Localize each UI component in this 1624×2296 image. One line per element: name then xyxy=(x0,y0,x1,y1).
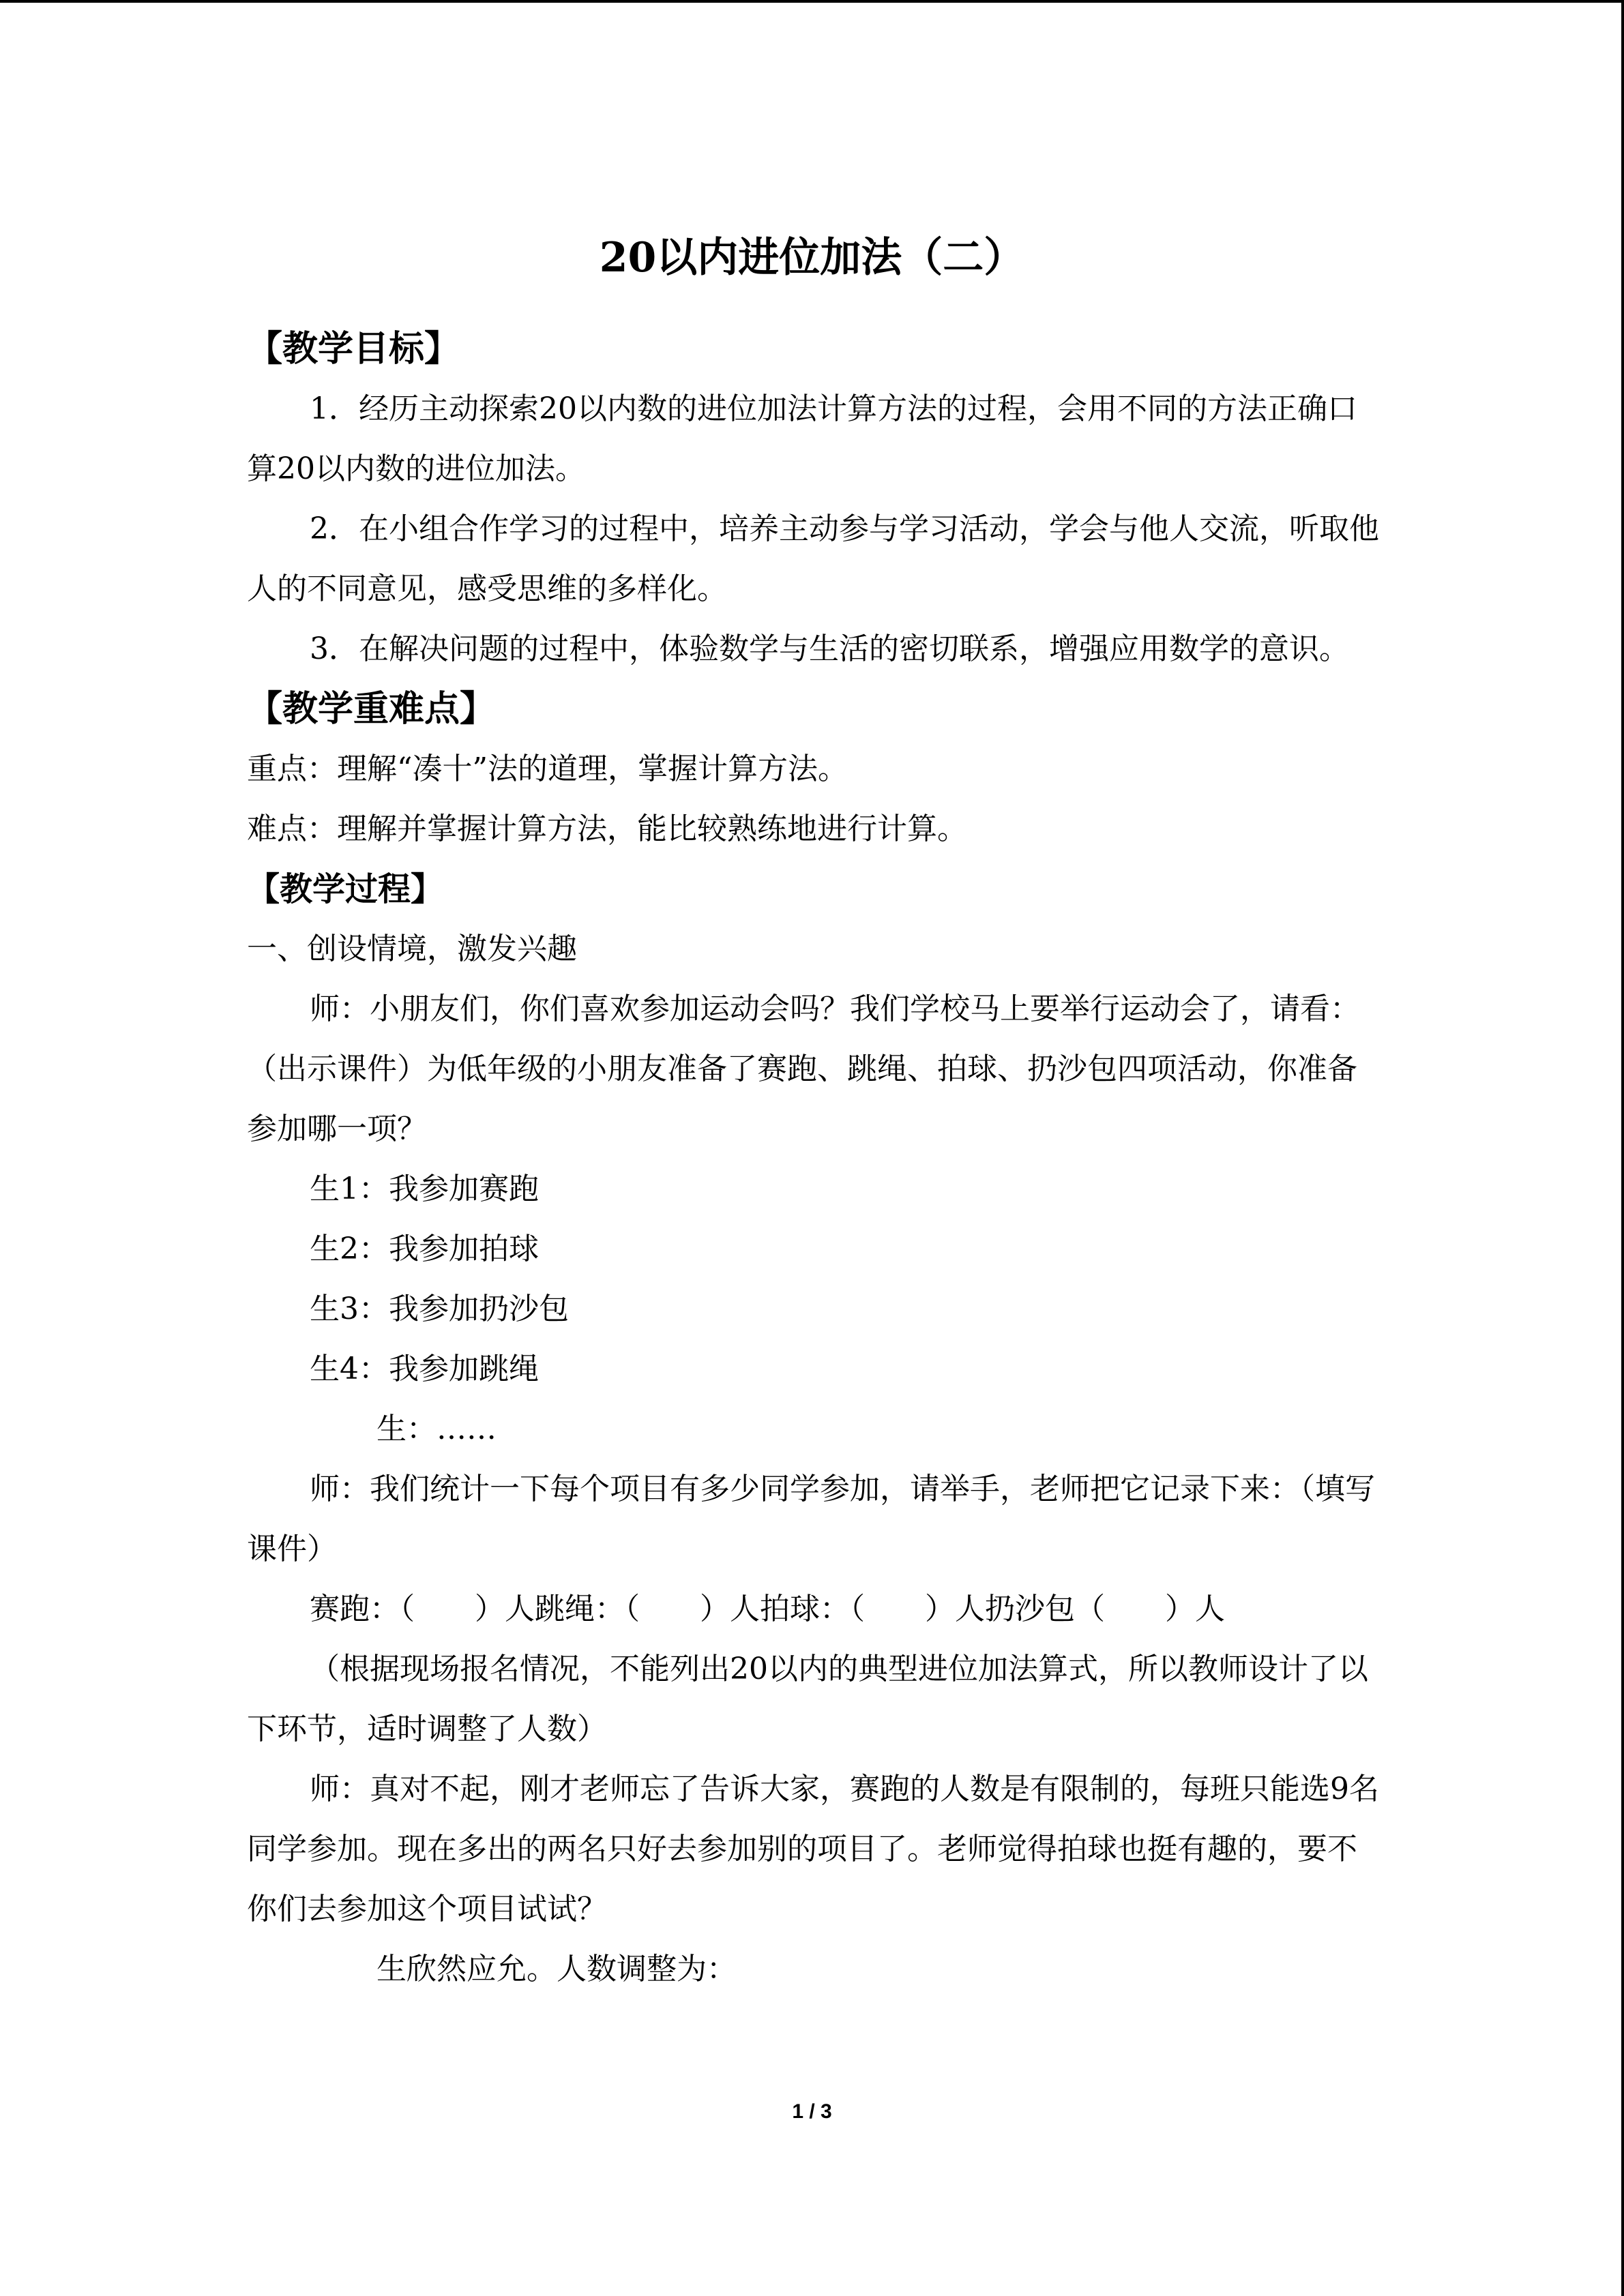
page-title: 20以内进位加法（二） xyxy=(599,234,1025,282)
student-line: 生3：我参加扔沙包 xyxy=(310,1292,569,1326)
note-line: （根据现场报名情况，不能列出20以内的典型进位加法算式，所以教师设计了以下环节，适时调整了人数） xyxy=(247,1652,1368,1746)
section-heading-key-points: 【教学重难点】 xyxy=(247,688,496,730)
section-heading-process: 【教学过程】 xyxy=(247,870,444,908)
student-line: 生：…… xyxy=(377,1412,497,1446)
page-number: 1 / 3 xyxy=(792,2100,832,2123)
step-heading: 一、创设情境，激发兴趣 xyxy=(247,931,577,966)
objective-item: 3．在解决问题的过程中，体验数学与生活的密切联系，增强应用数学的意识。 xyxy=(310,631,1349,666)
objective-item: 2．在小组合作学习的过程中，培养主动参与学习活动，学会与他人交流，听取他人的不同意见，感受思维的多样化。 xyxy=(247,511,1379,606)
student-line: 生4：我参加跳绳 xyxy=(310,1352,539,1386)
student-line: 生1：我参加赛跑 xyxy=(310,1172,539,1206)
student-line: 生2：我参加拍球 xyxy=(310,1232,539,1266)
teacher-line: 师：小朋友们，你们喜欢参加运动会吗？我们学校马上要举行运动会了，请看：（出示课件）为低年级的小朋友准备了赛跑、跳绳、拍球、扔沙包四项活动，你准备参加哪一项？ xyxy=(247,992,1360,1146)
key-point-item: 难点：理解并掌握计算方法，能比较熟练地进行计算。 xyxy=(247,811,967,846)
student-line: 生欣然应允。人数调整为： xyxy=(377,1952,737,1986)
tally-line: 赛跑：（ ）人跳绳：（ ）人拍球：（ ）人扔沙包（ ）人 xyxy=(310,1592,1225,1626)
key-point-item: 重点：理解“凑十”法的道理，掌握计算方法。 xyxy=(247,751,848,786)
objective-item: 1．经历主动探索20以内数的进位加法计算方法的过程，会用不同的方法正确口算20以内数的进位加法。 xyxy=(247,391,1357,486)
teacher-line: 师：我们统计一下每个项目有多少同学参加，请举手，老师把它记录下来：（填写课件） xyxy=(247,1472,1375,1566)
teacher-line: 师：真对不起，刚才老师忘了告诉大家，赛跑的人数是有限制的，每班只能选9名同学参加。现在多出的两名只好去参加别的项目了。老师觉得拍球也挺有趣的，要不你们去参加这个项目试试？ xyxy=(247,1772,1379,1926)
document-body xyxy=(247,319,1379,1999)
section-heading-objectives: 【教学目标】 xyxy=(247,328,460,370)
